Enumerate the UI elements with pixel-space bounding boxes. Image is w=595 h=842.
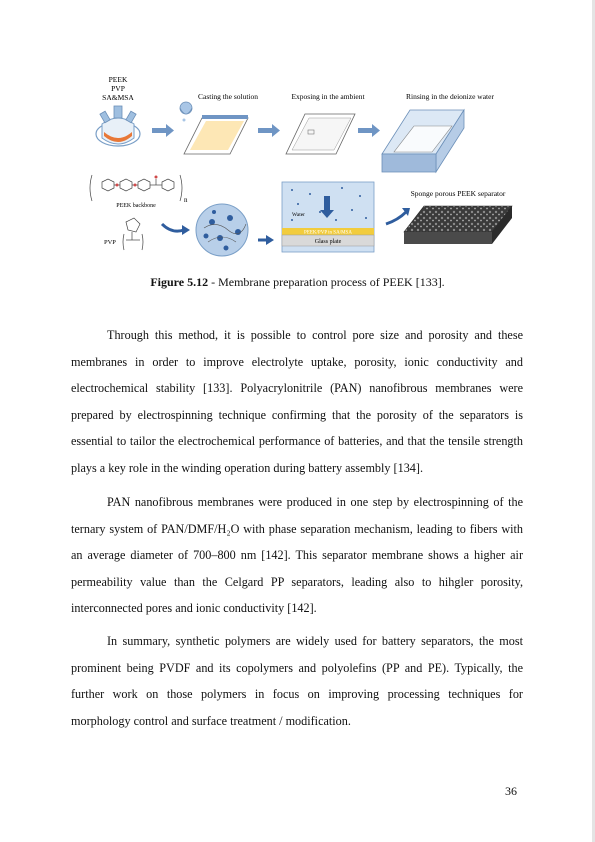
label-pvp: PVP [104, 239, 116, 246]
arrowhead-icon [266, 235, 274, 245]
oxygen-atom [155, 176, 158, 179]
oxygen-atom [116, 184, 119, 187]
oxygen-atom [134, 184, 137, 187]
curved-arrow-icon [386, 212, 406, 224]
curved-arrow-icon [162, 224, 184, 231]
cross-section-diagram [282, 182, 374, 252]
label-rinsing: Rinsing in the deionize water [406, 92, 494, 101]
arrow-icon [358, 124, 380, 137]
peek-backbone-structure [90, 175, 182, 201]
paragraph-text: Through this method, it is possible to control pore size and porosity and these membranes in order to improve electrolyte uptake, porosity, ionic conductivity and electrochemical stability [133]. Polyacrylonitrile (PAN) nanofibrous membranes were prepared by electrospinning technique confirming that the porosity of the separators is essential to tailor the electrochemical performance of batteries, and that the tensile strength plays a key role in the winding operation during battery assembly [134]. [71, 328, 523, 475]
casting-knife-icon [180, 102, 192, 122]
figure-caption-text: - Membrane preparation process of PEEK [133]. [208, 275, 445, 289]
figure-membrane-preparation [80, 72, 520, 272]
label-exposing: Exposing in the ambient [291, 92, 365, 101]
rinsing-bath-icon [382, 110, 464, 172]
label-water: Water [292, 212, 305, 218]
glass-plate-casting [184, 115, 248, 154]
page-number: 36 [505, 784, 517, 798]
label-repeat-n: n [184, 196, 188, 204]
sponge-separator-icon [404, 206, 512, 244]
arrow-icon [258, 124, 280, 137]
pvp-structure [123, 218, 143, 250]
paragraph-text: In summary, synthetic polymers are widely used for battery separators, the most prominent being PVDF and its copolymers and polyolefins (PP and PE). Typically, the further work on those polymers in focus on improving processing techniques for morphology control and surface treatment / modification. [71, 634, 523, 728]
label-casting: Casting the solution [198, 92, 258, 101]
figure-caption-label: Figure 5.12 [150, 275, 209, 289]
mixing-flask-icon [96, 106, 140, 146]
label-sa-msa: SA&MSA [102, 93, 134, 102]
paragraph-text: PAN nanofibrous membranes were produced in one step by electrospinning of the ternary system of PAN/DMF/H₂O with phase separation mechanism, leading to fibers with an average diameter of 700–800 nm [142]. This separator membrane shows a higher air permeability value than the Celgard PP separators, leading also to hihgler porosity, interconnected pores and ionic conductivity [142]. [71, 495, 523, 616]
arrow-icon [152, 124, 174, 137]
label-glass-plate: Glass plate [314, 239, 342, 245]
label-film-layer: PEEK/PVP in SA/MSA [304, 230, 352, 236]
glass-plate-exposing [286, 114, 355, 154]
label-separator: Sponge porous PEEK separator [410, 189, 506, 198]
label-peek-backbone: PEEK backbone [116, 203, 156, 209]
paragraph-2 [71, 489, 523, 622]
figure-diagram [80, 72, 520, 272]
paragraph-3 [71, 628, 523, 734]
label-peek: PEEK [108, 75, 128, 84]
paragraph-1 [71, 322, 523, 482]
label-pvp-component: PVP [111, 84, 125, 93]
figure-caption [0, 275, 595, 290]
arrowhead-icon [182, 225, 190, 235]
polymer-solution-icon [196, 204, 248, 256]
